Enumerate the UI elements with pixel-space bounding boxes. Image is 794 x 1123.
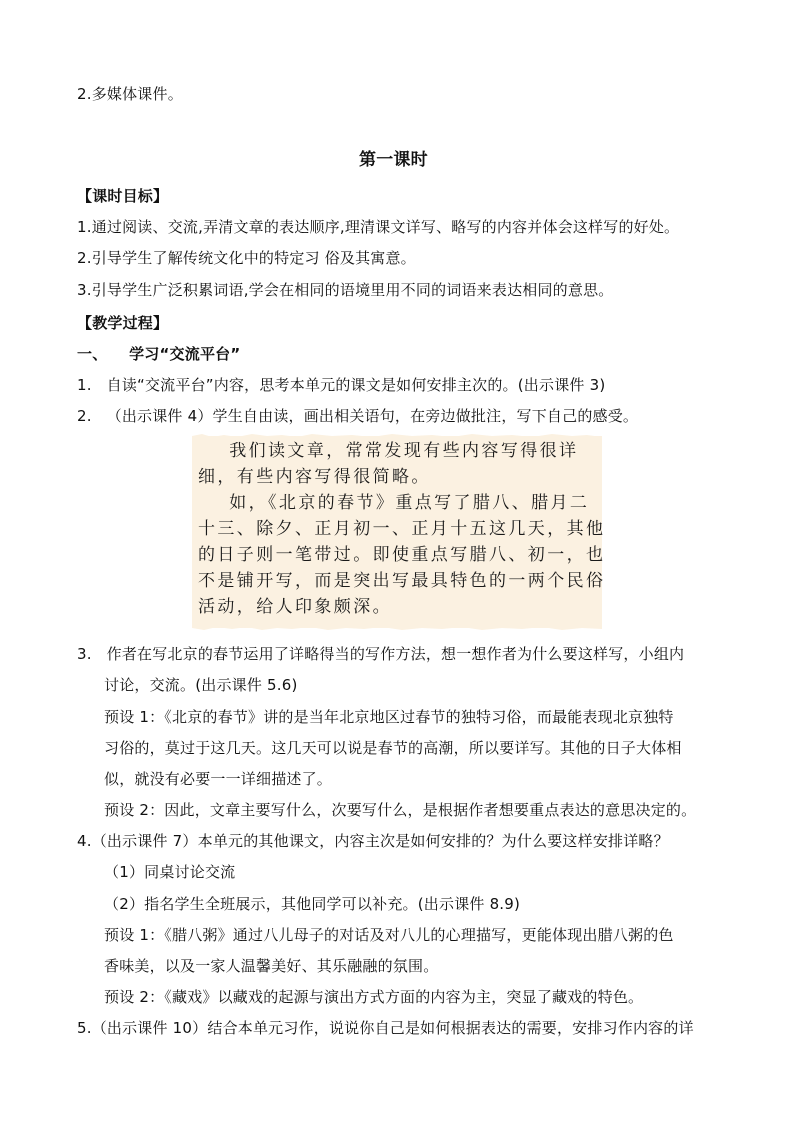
excerpt-line: 不是铺开写，而是突出写最具特色的一两个民俗 — [198, 571, 606, 591]
objectives-title: 【课时目标】 — [77, 187, 169, 205]
preset-line: 似，就没有必要一一详细描述了。 — [104, 770, 333, 788]
objective-item: 3.引导学生广泛积累词语,学会在相同的语境里用不同的词语来表达相同的意思。 — [77, 281, 614, 299]
step-4-sub: （1）同桌讨论交流 — [104, 863, 236, 881]
excerpt-line: 如，《北京的春节》重点写了腊八、腊月二 — [198, 493, 590, 513]
preset-line: 预设 1：《北京的春节》讲的是当年北京地区过春节的独特习俗，而最能表现北京独特 — [104, 708, 674, 726]
preset-line: 预设 1：《腊八粥》通过八儿母子的对话及对八儿的心理描写，更能体现出腊八粥的色 — [104, 926, 674, 944]
step-5: 5.（出示课件 10）结合本单元习作，说说你自己是如何根据表达的需要，安排习作内容的详 — [77, 1019, 694, 1037]
excerpt-line: 的日子则一笔带过。即使重点写腊八、初一，也 — [198, 545, 606, 565]
excerpt-line: 我们读文章，常常发现有些内容写得很详 — [198, 441, 579, 461]
page-title: 第一课时 — [359, 150, 428, 170]
excerpt-line: 十三、除夕、正月初一、正月十五这几天，其他 — [198, 519, 606, 539]
objective-item: 1.通过阅读、交流,弄清文章的表达顺序,理清课文详写、略写的内容并体会这样写的好处。 — [77, 218, 680, 236]
preset-line: 预设 2：因此，文章主要写什么，次要写什么，是根据作者想要重点表达的意思决定的。 — [104, 801, 697, 819]
preset-line: 习俗的，莫过于这几天。这几天可以说是春节的高潮，所以要详写。其他的日子大体相 — [104, 739, 682, 757]
step-2: 2. （出示课件 4）学生自由读，画出相关语句，在旁边做批注，写下自己的感受。 — [77, 407, 639, 425]
torn-edge-bottom — [192, 625, 602, 631]
step-3: 3. 作者在写北京的春节运用了详略得当的写作方法，想一想作者为什么要这样写，小组内 — [77, 645, 685, 663]
process-title: 【教学过程】 — [77, 314, 169, 332]
excerpt-line: 细，有些内容写得很简略。 — [198, 467, 431, 487]
step-4: 4.（出示课件 7）本单元的其他课文，内容主次是如何安排的？为什么要这样安排详略？ — [77, 832, 669, 850]
step-1: 1. 自读“交流平台”内容，思考本单元的课文是如何安排主次的。(出示课件 3) — [77, 376, 606, 394]
materials-line: 2.多媒体课件。 — [77, 85, 183, 103]
section-heading: 一、 学习“交流平台” — [77, 345, 241, 363]
excerpt-line: 活动，给人印象颇深。 — [198, 597, 392, 617]
step-4-sub: （2）指名学生全班展示，其他同学可以补充。(出示课件 8.9) — [104, 895, 521, 913]
step-3-line: 讨论，交流。(出示课件 5.6) — [104, 676, 298, 694]
excerpt-box — [192, 436, 606, 628]
preset-line: 香味美，以及一家人温馨美好、其乐融融的氛围。 — [104, 957, 439, 975]
objective-item: 2.引导学生了解传统文化中的特定习 俗及其寓意。 — [77, 249, 416, 267]
preset-line: 预设 2：《藏戏》以藏戏的起源与演出方式方面的内容为主，突显了藏戏的特色。 — [104, 988, 644, 1006]
